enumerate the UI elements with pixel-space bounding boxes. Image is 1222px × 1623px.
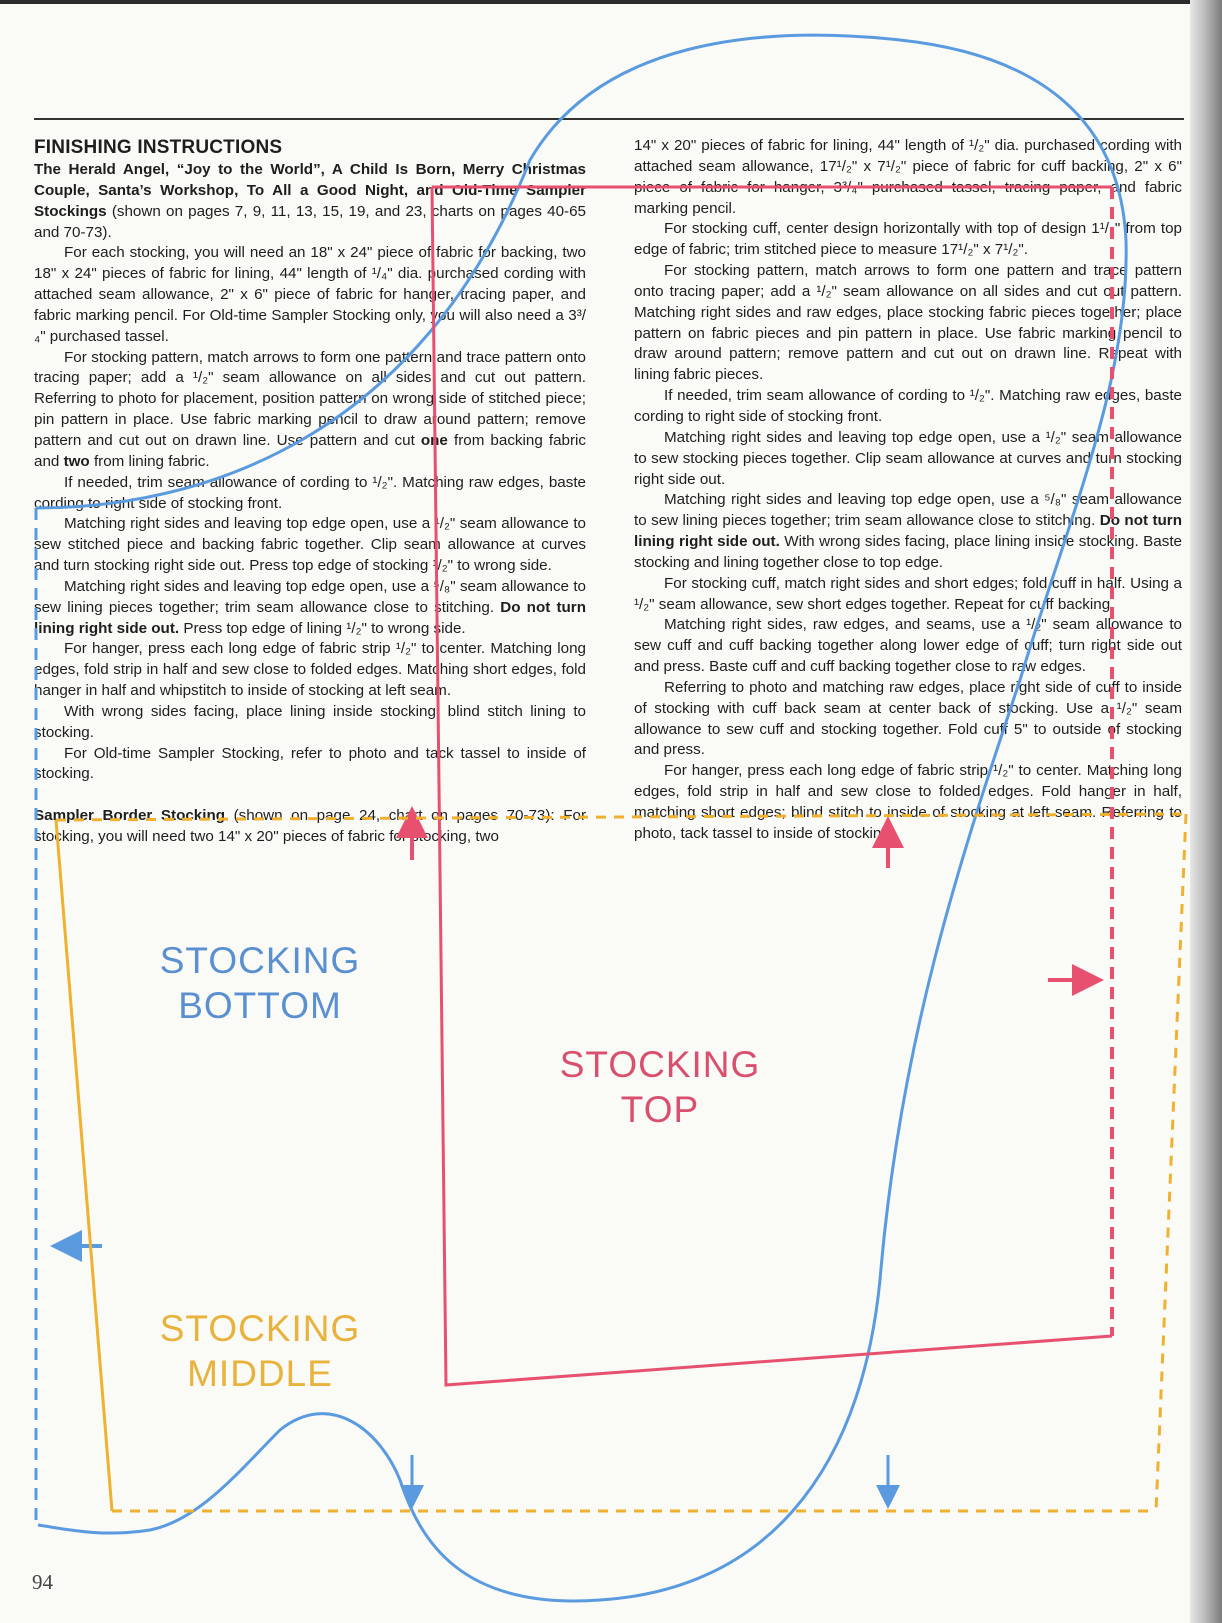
stocking-bottom-label [130, 938, 390, 1028]
paragraph: For stocking cuff, center design horizontally with top of design 1¹/₂" from top edge of fabric; trim stitched piece to measure 17¹/₂" x 7¹/₂". [634, 220, 1182, 259]
text-run: With wrong sides facing, place lining inside stocking. Baste stocking and lining together close to top edge. [634, 533, 1182, 571]
text-run: (shown on page 24, chart on pages 70-73): For stocking, you will need two 14" x 20" pieces of fabric for stocking, two [34, 807, 586, 846]
paragraph: For stocking pattern, match arrows to form one pattern and trace pattern onto tracing paper; add a ¹/₂" seam allowance on all sides and cut out pattern. Matching right sides and raw edges, place stocking fabric pieces together; place pattern on fabric pieces and pin pattern in place. Use fabric marking pencil to draw around pattern; remove pattern and cut out on drawn line. Repeat with lining fabric pieces. [634, 262, 1182, 384]
paragraph: For stocking cuff, match right sides and short edges; fold cuff in half. Using a ¹/₂" seam allowance, sew short edges together. Repeat for cuff backing. [634, 574, 1182, 613]
paragraph [34, 577, 586, 640]
paragraph: Referring to photo and matching raw edges, place right side of cuff to inside of stocking with cuff back seam at center back of stocking. Use a ¹/₂" seam allowance to sew cuff and stocking together. Fold cuff 5" to outside of stocking and press. [634, 678, 1182, 759]
label-line: STOCKING [559, 1044, 761, 1085]
paragraph: If needed, trim seam allowance of cording to ¹/₂". Matching raw edges, baste cording to right side of stocking front. [34, 473, 586, 512]
paragraph: Matching right sides and leaving top edge open, use a ¹/₂" seam allowance to sew stocking pieces together. Clip seam allowance at curves and turn stocking right side out. [634, 428, 1182, 488]
paragraph [634, 490, 1182, 573]
bold-text: two [63, 452, 90, 470]
header-rule [34, 118, 1184, 120]
paragraph: For Old-time Sampler Stocking, refer to photo and tack tassel to inside of stocking. [34, 744, 586, 783]
bold-text: one [420, 431, 448, 449]
label-line: TOP [620, 1089, 700, 1130]
paragraph: If needed, trim seam allowance of cording to ¹/₂". Matching raw edges, baste cording to right side of stocking front. [634, 387, 1182, 425]
text-run: from backing fabric and [34, 431, 586, 470]
label-line: STOCKING [159, 1308, 361, 1349]
paragraph: For hanger, press each long edge of fabric strip ¹/₂" to center. Matching long edges, fold strip in half and sew close to folded edges. Fold hanger in half, matching short edges; blind stitch to inside of stocking at left seam. Referring to photo, tack tassel to inside of stocking. [634, 762, 1182, 842]
stocking-middle-label [130, 1306, 390, 1396]
label-line: STOCKING [159, 940, 361, 981]
text-run: Matching right sides and leaving top edge open, use a ⁵/₈" seam allowance to sew lining pieces together; trim seam allowance close to stitching. [34, 577, 586, 616]
text-run: (shown on pages 7, 9, 11, 13, 15, 19, and 23, charts on pages 40-65 and 70-73). [34, 202, 586, 241]
stocking-middle-match-right [1156, 814, 1186, 1511]
paragraph [34, 348, 586, 473]
paragraph: Matching right sides, raw edges, and seams, use a ¹/₂" seam allowance to sew cuff and cuff backing together along lower edge of cuff; turn right side out and press. Baste cuff and cuff backing together close to raw edges. [634, 616, 1182, 676]
page-edge-shadow [1190, 0, 1222, 1623]
paragraph: For hanger, press each long edge of fabric strip ¹/₂" to center. Matching long edges, fold strip in half and sew close to folded edges. Matching short edges, fold hanger in half and whipstitch to inside of stocking at left seam. [34, 640, 586, 700]
text-run: from lining fabric. [89, 452, 210, 470]
paragraph: 14" x 20" pieces of fabric for lining, 44" length of ¹/₂" dia. purchased cording with attached seam allowance, 17¹/₂" x 7¹/₂" piece of fabric for cuff backing, 2" x 6" piece of fabric for hanger, 3³/₄" purchased tassel, tracing paper, and fabric marking pencil. [634, 137, 1182, 217]
label-line: BOTTOM [178, 985, 342, 1026]
paragraph [34, 160, 586, 243]
paragraph: Matching right sides and leaving top edge open, use a ¹/₂" seam allowance to sew stitched piece and backing fabric together. Clip seam allowance at curves and turn stocking right side out. Press top edge of stocking ¹/₂" to wrong side. [34, 515, 586, 575]
page-heading: FINISHING INSTRUCTIONS [34, 137, 283, 158]
label-line: MIDDLE [187, 1353, 333, 1394]
section-title: Sampler Border Stocking [34, 807, 226, 825]
text-run: Press top edge of lining ¹/₂" to wrong side. [179, 619, 466, 637]
bold-text: Do not turn lining right side out. [634, 512, 1182, 551]
bold-text: Do not turn lining right side out. [34, 598, 586, 637]
left-column [34, 136, 586, 848]
right-column [634, 136, 1182, 845]
paragraph: With wrong sides facing, place lining inside stocking; blind stitch lining to stocking. [34, 702, 586, 741]
page-top-edge [0, 0, 1222, 4]
text-run: For stocking pattern, match arrows to form one pattern and trace pattern onto tracing paper; add a ¹/₂" seam allowance on all sides and cut out pattern. Referring to photo for placement, position pattern on wrong side of stitched piece; pin pattern in place. Use fabric marking pencil to draw around pattern; remove pattern and cut out on drawn line. Use pattern and cut [34, 348, 586, 449]
paragraph: For each stocking, you will need an 18" x 24" piece of fabric for backing, two 18" x 24" pieces of fabric for lining, 44" length of ¹/₄" dia. purchased cording with attached seam allowance, 2" x 6" piece of fabric for hanger, tracing paper, and fabric marking pencil. For Old-time Sampler Stocking only, you will also need a 3³/₄" purchased tassel. [34, 244, 586, 345]
paragraph [34, 806, 586, 848]
page-number: 94 [32, 1570, 53, 1594]
stocking-middle-outline [56, 820, 112, 1511]
stocking-list-title: The Herald Angel, “Joy to the World”, A Child Is Born, Merry Christmas Couple, Santa’s Workshop, To All a Good Night, and Old-Time Sampler Stockings [34, 161, 586, 220]
spacer [34, 785, 586, 806]
text-run: Matching right sides and leaving top edge open, use a ⁵/₈" seam allowance to sew lining pieces together; trim seam allowance close to stitching. [634, 491, 1182, 530]
stocking-top-label [530, 1042, 790, 1132]
